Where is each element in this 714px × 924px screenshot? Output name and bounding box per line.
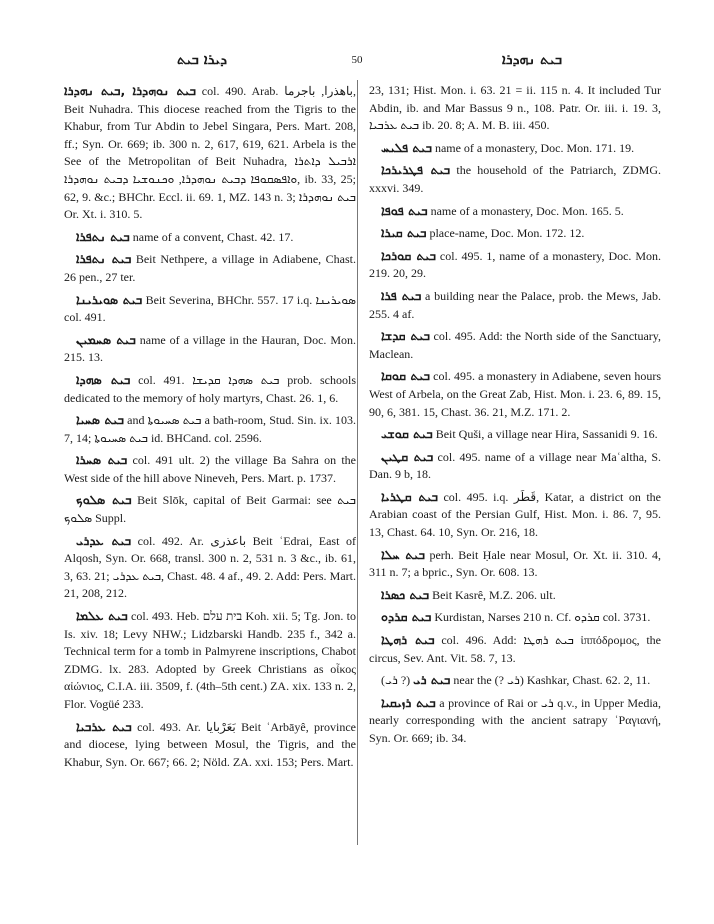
entry-text: col. 491. ܒܝܬ ܣܗܕܐ ܩܕܝܫܐ prob. schools dedicated to the memory of holy martyrs, Chast. 26. 1, 6. <box>64 372 356 405</box>
entry-text: col. 490. Arab. باهذرا, باجرما, Beit Nuhadra. This diocese reached from the Tigris to the Khabur, from Tur Abdin to Jebel Singara, Pers. Mart. 208, ff.; Syn. Or. 669; ib. 300 n. 2, 617, 619, 621. Arbela is the See of the Metropolitan of Beit Nuhadra, ܐܪܒܝܠ ܕܐܬܪܐ ܘܐܦܣܩܘܦܐ ܕܒܝܬ ܢܘܗܕܪܐ, ܘܟܢܘܫܝܐ ܕܒܝܬ ܢܘܗܕܪܐ, ib. 33, 25; 62, 9. &c.; BHChr. Eccl. ii. 69. 1, MZ. 143 n. 3; ܒܝܬ ܢܘܗܕܪܐ Or. Xt. i. 310. 5. <box>64 84 356 222</box>
dictionary-entry <box>369 367 661 421</box>
entry-headword: ܒܝܬ ܣܠܘܟ <box>76 492 132 508</box>
dictionary-entry <box>64 371 356 407</box>
entry-headword: ܒܝܬ ܦܘܦܐ <box>381 202 428 218</box>
entry-text: the household of the Patriarch, ZDMG. xxxvi. 349. <box>369 163 661 195</box>
entry-text: a province of Rai or ܪܝ q.v., in Upper Media, nearly corresponding with the ancient satrapy ʿΡαγιανή, Syn. Or. 669; ib. 34. <box>369 695 662 745</box>
dictionary-entry <box>369 586 661 605</box>
entry-headword: ܒܝܬ ܢܬܦܪܐ <box>76 251 132 267</box>
entry-text: col. 493. Ar. بَعَرْبايا Beit ʿArbāyê, province and diocese, lying between Mosul, the Tigris, and the Khabur, Syn. Or. 667; 66. 2; Nöld. ZA. xxi. 153; Pers. Mart. <box>64 719 356 769</box>
dictionary-entry <box>369 247 661 283</box>
entry-text: place-name, Doc. Mon. 172. 12. <box>426 226 585 241</box>
dictionary-entry <box>369 82 661 135</box>
entry-text: and ܒܝܬ ܣܚܝܘܬܐ a bath-room, Stud. Sin. ix. 103. 7, 14; ܒܝܬ ܣܚܝܘܬܐ id. BHCand. col. 2596. <box>64 413 357 445</box>
entry-text: col. 495. name of a village near Maʿaltha, S. Dan. 9 b, 18. <box>369 449 661 482</box>
entry-text: Beit Slōk, capital of Beit Garmai: see ܒܝܬ ܣܠܘܟ Suppl. <box>64 493 356 526</box>
entry-headword: ܒܝܬ ܥܪܒܝܐ <box>76 718 132 734</box>
column-divider <box>357 80 358 845</box>
entry-headword: ܒܝܬ ܩܕܫܐ <box>381 328 430 344</box>
dictionary-entry <box>369 327 661 363</box>
dictionary-entry <box>64 228 356 247</box>
dictionary-entry <box>64 291 356 327</box>
dictionary-entry <box>64 82 356 224</box>
entry-headword: ܒܝܬ ܪܗܛܐ <box>381 632 435 648</box>
entry-headword: ܒܝܬ ܩܝܪܐ <box>381 225 427 241</box>
entry-headword: ܒܝܬ ܣܚܝܐ <box>76 412 125 428</box>
entry-text: a building near the Palace, prob. the Mews, Jab. 255. 4 af. <box>369 288 661 321</box>
dictionary-entry <box>369 425 661 444</box>
entry-headword: ܒܝܬ ܩܪܕܘ <box>381 609 432 625</box>
entry-headword: ܒܝܬ ܣܘܝܪܝܢܐ <box>76 291 143 307</box>
entry-headword: ܒܝܬ ܟܣܪܐ <box>381 586 430 602</box>
entry-text: col. 492. Ar. باعذرى Beit ʿEdrai, East of Alqosh, Syn. Or. 668, transl. 300 n. 2, 531 n. 3 &c., ib. 61, 3, 63. 21; ܒܝܬ ܥܕܪܝ, Chast. 48. 4 af., 49. 2. Add: Pers. Mart. 21, 208, 212. <box>64 533 357 601</box>
dictionary-entry <box>64 331 356 367</box>
dictionary-entry <box>369 488 661 542</box>
entry-text: (? ܪܝ) near the (? ܪܝ) Kashkar, Chast. 62. 2, 11. <box>381 673 651 688</box>
running-head-left: ܕܝܪܐ ܒܝܬ <box>177 52 228 68</box>
entry-text: col. 495. i.q. قَطَر, Katar, a district on the Arabian coast of the Persian Gulf, Hist. Mon. i. 86. 7, 95. 13, Chast. 64. 10, Syn. Or. 216, 18. <box>369 489 661 540</box>
entry-headword: ܒܝܬ ܢܘܗܕܪܐ ,ܒܝܬ ܢܗܕܪܐ <box>64 83 196 98</box>
entry-text: Kurdistan, Narses 210 n. Cf. ܩܪܕܘ col. 3731. <box>431 610 651 625</box>
entry-text: name of a convent, Chast. 42. 17. <box>129 229 294 244</box>
running-head <box>62 52 652 74</box>
entry-headword: ܒܝܬ ܦܠܝܚ <box>381 139 432 155</box>
dictionary-entry <box>369 694 661 748</box>
dictionary-entry <box>64 607 356 714</box>
running-head-right: ܒܝܬ ܢܗܕܪܐ <box>501 52 562 68</box>
dictionary-entry <box>369 546 661 582</box>
page-number: 50 <box>351 54 363 66</box>
entry-text: col. 495. 1, name of a monastery, Doc. Mon. 219. 20, 29. <box>369 248 662 281</box>
entry-headword: ܒܝܬ ܚܠܐ <box>381 546 425 562</box>
dictionary-entry <box>369 287 661 323</box>
entry-text: name of a village in the Hauran, Doc. Mon. 215. 13. <box>64 332 357 365</box>
dictionary-entry <box>64 250 356 286</box>
dictionary-entry <box>369 608 661 627</box>
dictionary-entry <box>64 451 356 487</box>
entry-text: col. 491 ult. 2) the village Ba Sahra on the West side of the hill above Nineveh, Pers. Mart. p. 1737. <box>64 453 357 485</box>
entry-headword: ܒܝܬ ܩܛܪܝܐ <box>381 488 438 504</box>
entry-text: perh. Beit Ḥale near Mosul, Or. Xt. ii. 310. 4, 311 n. 7; a bpric., Syn. Or. 608. 13. <box>369 547 661 580</box>
entry-headword: ܒܝܬ ܣܗܕܐ <box>76 371 131 387</box>
entry-text: Beit Quši, a village near Hira, Sassanidi 9. 16. <box>432 427 658 442</box>
entry-headword: ܒܝܬ ܦܪܐ <box>381 287 422 303</box>
entry-headword: ܒܝܬ ܥܠܡܐ <box>76 608 128 624</box>
dictionary-entry <box>369 139 661 158</box>
right-column <box>369 82 661 752</box>
dictionary-entry <box>369 224 661 243</box>
entry-text: col. 495. a monastery in Adiabene, seven hours West of Arbela, on the Great Zab, Hist. Mon. i. 23. 6, 89. 15, 90, 6, 381. 15, Chast. 36. 21, M.Z. 171. 2. <box>369 369 661 419</box>
dictionary-entry <box>369 631 661 667</box>
entry-headword: ܒܝܬ ܦܛܪܝܪܟܐ <box>381 162 451 178</box>
entry-headword: ܒܝܬ ܩܘܫܝ <box>381 426 433 442</box>
entry-text: name of a monastery, Doc. Mon. 165. 5. <box>427 203 624 218</box>
entry-headword: ܒܝܬ ܪܙܝܩܝܐ <box>381 694 436 710</box>
entry-text: col. 496. Add: ܒܝܬ ܪܗܛܐ ἱππόδρομος, the circus, Sev. Ant. Vit. 58. 7, 13. <box>369 633 662 665</box>
entry-text: Beit Severina, BHChr. 557. 17 i.q. ܣܘܝܪܝܢܐ col. 491. <box>64 292 357 325</box>
entry-headword: ܒܝܬ ܥܕܪܝ <box>76 532 132 548</box>
entry-text: 23, 131; Hist. Mon. i. 63. 21 = ii. 115 n. 4. It included Tur Abdin, ib. and Mar Bassus 9 n., 108. Patr. Or. iii. i. 19. 3, ܒܝܬ ܥܪܒܝܐ ib. 20. 8; A. M. B. iii. 450. <box>369 83 661 133</box>
entry-headword: ܒܝܬ ܩܘܩܐ <box>381 368 431 384</box>
entry-text: col. 493. Heb. בית עלם Koh. xii. 5; Tg. Jon. to Is. xiv. 18; Levy NHW.; Lidzbarski Handb. 235 f., 342 a. Technical term for a tomb in Palmyrene inscriptions, Chabot ZDMG. lx. 283. Adopted by Greek Christians as οἶκος αἰώνιος, C.I.A. iii. 3509, f. (4th–5th cent.) ZA. xix. 133 n. 2, Flor. Vogüé 233. <box>64 609 357 711</box>
entry-text: Beit Kasrê, M.Z. 206. ult. <box>429 587 556 602</box>
dictionary-entry <box>64 411 356 447</box>
dictionary-entry <box>369 671 661 690</box>
entry-headword: ܒܝܬ ܩܛܝܢ <box>381 448 434 464</box>
dictionary-entry <box>64 491 356 527</box>
dictionary-entry <box>369 448 661 484</box>
entry-text: Beit Nethpere, a village in Adiabene, Chast. 26 pen., 27 ter. <box>64 252 357 284</box>
dictionary-entry <box>64 532 356 603</box>
entry-headword: ܒܝܬ ܪܝ <box>413 672 451 688</box>
entry-text: name of a monastery, Doc. Mon. 171. 19. <box>431 140 635 155</box>
dictionary-entry <box>369 161 661 197</box>
entry-headword: ܒܝܬ ܩܘܪܟܐ <box>381 247 436 263</box>
entry-headword: ܒܝܬ ܣܚܡܝܢ <box>76 331 136 347</box>
dictionary-entry <box>64 718 356 772</box>
entry-text: col. 495. Add: the North side of the Sanctuary, Maclean. <box>369 329 662 361</box>
left-column <box>64 82 356 775</box>
entry-headword: ܒܝܬ ܣܚܪܐ <box>76 452 128 468</box>
dictionary-entry <box>369 202 661 221</box>
entry-headword: ܒܝܬ ܢܬܦܪܐ <box>76 228 130 244</box>
